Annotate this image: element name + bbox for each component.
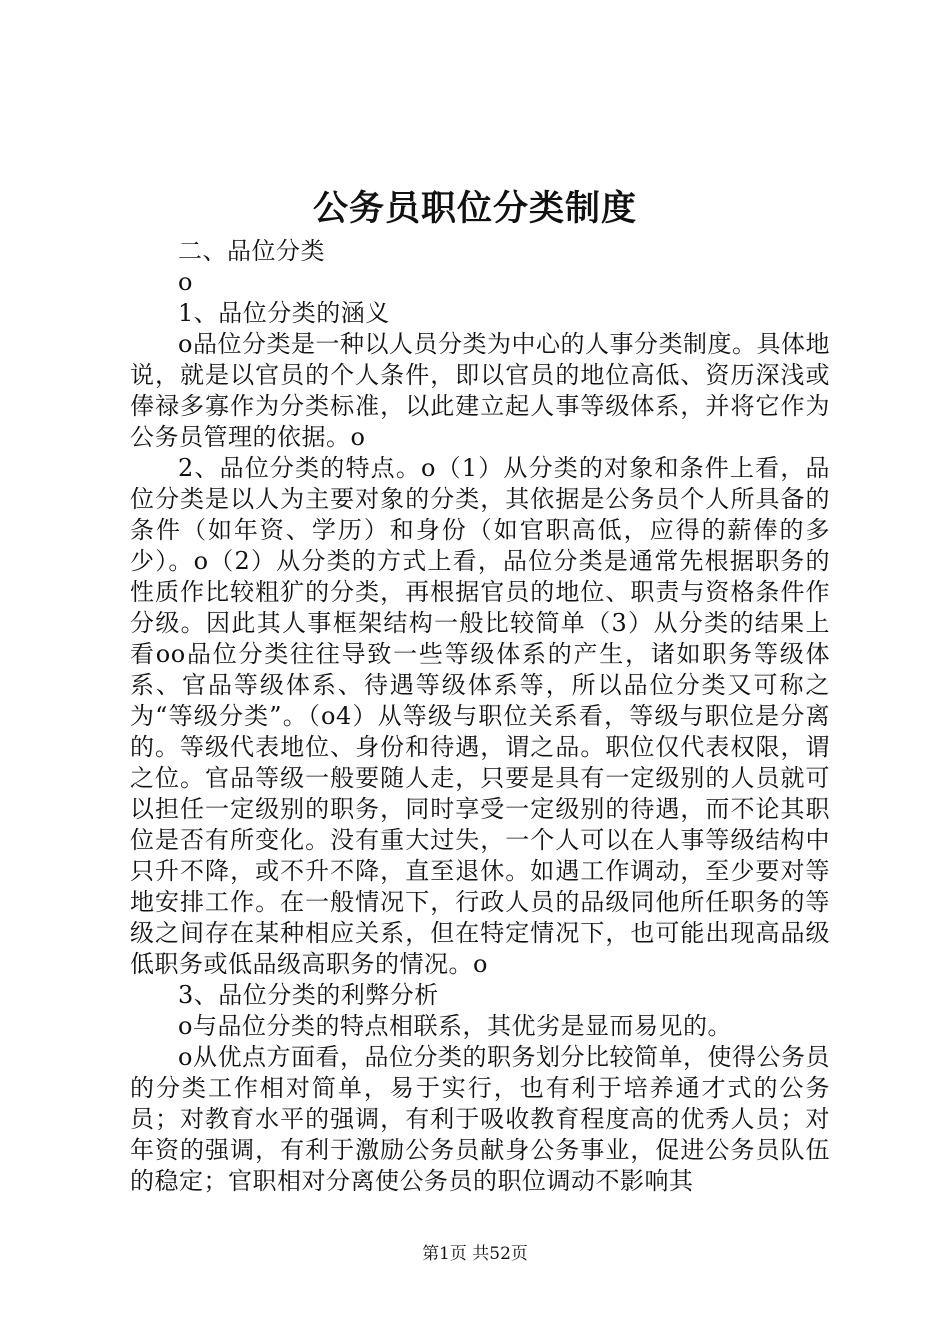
page-number: 第1页 共52页 — [422, 1244, 528, 1264]
subsection-heading-3: 3、品位分类的利弊分析 — [178, 981, 439, 1009]
paragraph: 2、品位分类的特点。o（1）从分类的对象和条件上看，品位分类是以人为主要对象的分类，其依据是公务员个人所具备的条件（如年资、学历）和身份（如官职高低，应得的薪俸的多少）。o（2）从分类的方式上看，品位分类是通常先根据职务的性质作比较粗犷的分类，再根据官员的地位、职责与资格条件作分级。因此其人事框架结构一般比较简单（3）从分类的结果上看oo品位分类往往导致一些等级体系的产生，诸如职务等级体系、官品等级体系、待遇等级体系等，所以品位分类又可称之为“等级分类”。（o4）从等级与职位关系看，等级与职位是分离的。等级代表地位、身份和待遇，谓之品。职位仅代表权限，谓之位。官品等级一般要随人走，只要是具有一定级别的人员就可以担任一定级别的职务，同时享受一定级别的待遇，而不论其职位是否有所变化。没有重大过失，一个人可以在人事等级结构中只升不降，或不升不降，直至退休。如遇工作调动，至少要对等地安排工作。在一般情况下，行政人员的品级同他所任职务的等级之间存在某种相应关系，但在特定情况下，也可能出现高品级低职务或低品级高职务的情况。o — [130, 454, 830, 978]
document-body — [130, 236, 830, 1197]
paragraph: o品位分类是一种以人员分类为中心的人事分类制度。具体地说，就是以官员的个人条件，即以官员的地位高低、资历深浅或俸禄多寡作为分类标准，以此建立起人事等级体系，并将它作为公务员管理的依据。o — [130, 330, 830, 451]
section-heading-2: 二、品位分类 — [178, 237, 325, 265]
paragraph: o与品位分类的特点相联系，其优劣是显而易见的。 — [178, 1012, 732, 1040]
document-title: 公务员职位分类制度 — [312, 188, 637, 229]
paragraph: o从优点方面看，品位分类的职务划分比较简单，使得公务员的分类工作相对简单，易于实行，也有利于培养通才式的公务员；对教育水平的强调，有利于吸收教育程度高的优秀人员；对年资的强调，有利于激励公务员献身公务事业，促进公务员队伍的稳定；官职相对分离使公务员的职位调动不影响其 — [130, 1043, 830, 1195]
paragraph: o — [178, 268, 193, 296]
subsection-heading-1: 1、品位分类的涵义 — [178, 299, 390, 327]
